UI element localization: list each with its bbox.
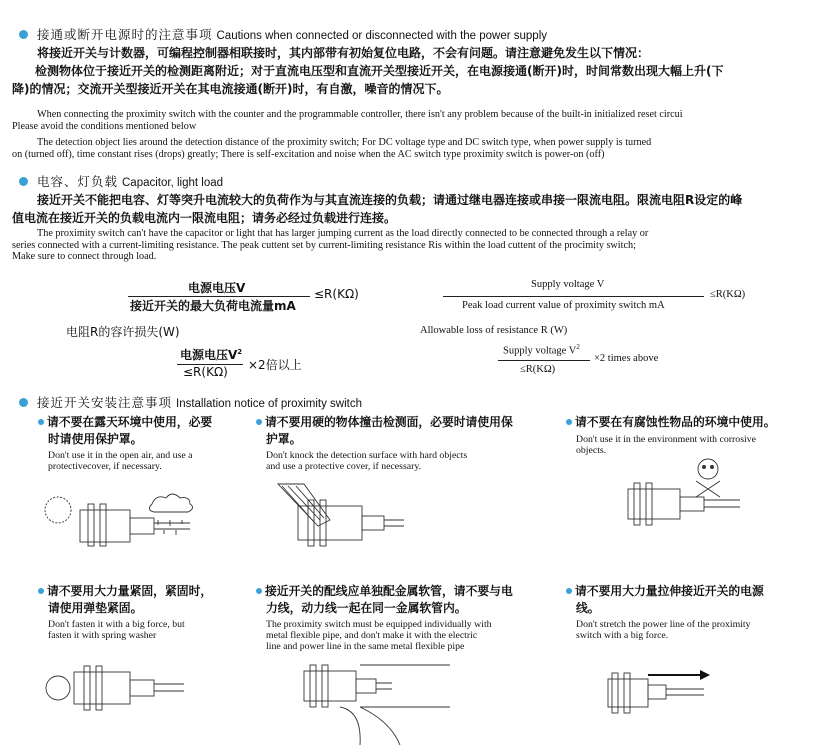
item-cn-line xyxy=(256,414,556,431)
en-paragraph xyxy=(12,109,817,160)
item-cn-line xyxy=(38,583,258,600)
formula-rhs: ≤R(KΩ) xyxy=(314,287,359,301)
item-en-line: protectivecover, if necessary. xyxy=(48,461,162,472)
formula-numerator xyxy=(503,343,580,357)
hammer-icon xyxy=(278,484,330,526)
item-cn-line: 请使用弹垫紧固。 xyxy=(48,601,143,615)
fasten-illustration xyxy=(44,664,214,724)
cn-line: 值电流在接近开关的负载电流内一限流电阻；请务必经过负载进行连接。 xyxy=(12,211,397,225)
proximity-sensor-icon xyxy=(304,665,392,707)
formula-denominator: ≤R(KΩ) xyxy=(183,365,228,379)
sun-icon xyxy=(45,497,71,523)
proximity-sensor-icon xyxy=(74,666,184,710)
arrow-right-icon xyxy=(648,670,710,680)
corrosive-illustration xyxy=(620,455,770,555)
item-en-line: Don't knock the detection surface with hard objects xyxy=(266,450,468,461)
section-title-en: Cautions when connected or disconnected with the power supply xyxy=(216,30,548,42)
install-item xyxy=(256,583,556,652)
en-line: When connecting the proximity switch with the counter and the programmable controller, there isn't any problem because of the built-in initialized reset circui xyxy=(37,109,683,120)
en-line: on (turned off), time constant rises (drops) greatly; There is self-excitation and noise when the AC switch type proximity switch is power-on (off) xyxy=(12,148,605,160)
item-en-line: objects. xyxy=(576,445,607,456)
en-line: The proximity switch can't have the capacitor or light that has larger jumping current as the load directly connected to be connected through a relay or xyxy=(37,228,649,239)
section-title-cn: 接近开关安装注意事项 xyxy=(37,395,173,410)
superscript: 2 xyxy=(237,348,243,356)
section-title-load xyxy=(37,172,223,190)
proximity-sensor-icon xyxy=(608,673,704,713)
section-bullet xyxy=(19,398,28,407)
formula-rhs: ≤R(KΩ) xyxy=(710,289,746,300)
item-en-line: and use a protective cover, if necessary. xyxy=(266,461,422,472)
cn-line: 接近开关不能把电容、灯等突升电流较大的负荷作为与其直流连接的负载；请通过继电器连接或串接一限流电阻。限流电阻R设定的峰 xyxy=(37,193,743,207)
section-title-en: Installation notice of proximity switch xyxy=(176,398,362,410)
en-line: The detection object lies around the detection distance of the proximity switch; For DC voltage type and DC switch type, when power supply is turned xyxy=(37,137,652,148)
item-en-line: fasten it with spring washer xyxy=(48,630,157,641)
en-paragraph xyxy=(12,228,648,263)
item-cn-text: 接近开关的配线应单独配金属软管，请不要与电 xyxy=(265,584,513,598)
item-cn-line xyxy=(256,583,556,600)
item-en-line: Don't stretch the power line of the proximity xyxy=(576,619,751,630)
item-cn-text: 请不要用硬的物体撞击检测面，必要时请使用保 xyxy=(265,415,513,429)
formula-rhs: ×2倍以上 xyxy=(248,358,302,372)
item-en-line: Don't use it in the environment with corrosive xyxy=(576,434,756,445)
item-cn-text: 请不要在露天环境中使用，必要 xyxy=(47,415,213,429)
item-cn-line xyxy=(38,414,258,431)
item-en-line: metal flexible pipe, and don't make it with the electric xyxy=(266,630,478,641)
sun-rain-sensor-illustration xyxy=(40,480,240,560)
item-cn-line: 护罩。 xyxy=(266,432,302,446)
item-en-line: Don't fasten it with a big force, but xyxy=(48,619,185,630)
section-title-power xyxy=(37,25,547,43)
cn-paragraph xyxy=(12,44,817,98)
metal-pipe-icon xyxy=(340,665,450,745)
pull-wire-illustration xyxy=(604,665,764,725)
item-cn-line: 力线，动力线一起在同一金属软管内。 xyxy=(266,601,467,615)
superscript: 2 xyxy=(576,343,580,351)
proximity-sensor-icon xyxy=(628,483,740,525)
item-cn-line: 线。 xyxy=(576,601,600,615)
section-bullet xyxy=(19,177,28,186)
loss-label-cn: 电阻R的容许损失(W) xyxy=(66,325,180,339)
section-bullet xyxy=(19,30,28,39)
item-cn-text: 请不要在有腐蚀性物品的环境中使用。 xyxy=(575,415,776,429)
cn-paragraph xyxy=(12,191,817,227)
en-line: Please avoid the conditions mentioned below xyxy=(12,120,197,132)
fraction-line xyxy=(443,296,704,297)
proximity-sensor-icon xyxy=(80,504,190,546)
section-title-en: Capacitor, light load xyxy=(122,177,224,189)
proximity-sensor-icon xyxy=(298,500,404,546)
install-item xyxy=(566,414,816,456)
formula-numerator: Supply voltage V xyxy=(531,279,605,290)
formula-numerator: 电源电压V xyxy=(188,281,246,295)
item-bullet xyxy=(256,419,262,425)
formula-numerator xyxy=(180,346,242,363)
formula-numerator-text: 电源电压V xyxy=(180,348,238,362)
section-title-cn: 接通或断开电源时的注意事项 xyxy=(37,27,213,42)
install-item xyxy=(566,583,816,641)
item-bullet xyxy=(38,588,44,594)
formula-denominator: Peak load current value of proximity switch mA xyxy=(462,300,665,311)
item-bullet xyxy=(566,588,572,594)
item-bullet xyxy=(566,419,572,425)
item-en-line: The proximity switch must be equipped individually with xyxy=(266,619,492,630)
install-item xyxy=(38,583,258,641)
flexible-pipe-illustration xyxy=(300,655,460,745)
item-en-line: line and power line in the same metal flexible pipe xyxy=(266,641,465,652)
install-item xyxy=(38,414,258,472)
hammer-knock-illustration xyxy=(268,478,408,558)
item-cn-text: 请不要用大力量紧固，紧固时， xyxy=(47,584,213,598)
item-en-line: Don't use it in the open air, and use a xyxy=(48,450,193,461)
cn-line: 检测物体位于接近开关的检测距离附近；对于直流电压型和直流开关型接近开关，在电源接通(断开)时，时间常数出现大幅上升(下 xyxy=(35,64,724,78)
item-bullet xyxy=(38,419,44,425)
spring-washer-icon xyxy=(46,676,70,700)
install-item xyxy=(256,414,556,472)
formula-denominator: ≤R(KΩ) xyxy=(520,364,556,375)
formula-rhs: ×2 times above xyxy=(594,353,659,364)
section-title-cn: 电容、灯负载 xyxy=(37,174,119,189)
item-cn-line xyxy=(566,583,816,600)
item-en-line: switch with a big force. xyxy=(576,630,669,641)
en-line: series connected with a current-limiting resistance. The peak cuttent set by current-limiting resistance Ris within the load cuttent of the procimity switch; xyxy=(12,239,636,251)
formula-numerator-text: Supply voltage V xyxy=(503,345,577,357)
item-bullet xyxy=(256,588,262,594)
item-cn-text: 请不要用大力量拉伸接近开关的电源 xyxy=(575,584,764,598)
cn-line: 将接近开关与计数器，可编程控制器相联接时，其内部带有初始复位电路，不会有问题。请注意避免发生以下情况： xyxy=(37,46,650,60)
loss-label-en: Allowable loss of resistance R (W) xyxy=(420,325,568,336)
item-cn-line: 时请使用保护罩。 xyxy=(48,432,143,446)
fraction-line xyxy=(498,360,590,361)
cn-line: 降)的情况；交流开关型接近开关在其电流接通(断开)时，有自激，噪音的情况下。 xyxy=(12,82,449,96)
en-line: Make sure to connect through load. xyxy=(12,251,157,262)
item-cn-line xyxy=(566,414,816,431)
formula-denominator: 接近开关的最大负荷电流量mA xyxy=(130,299,296,313)
skull-crossbones-icon xyxy=(696,459,720,497)
section-title-install xyxy=(37,393,362,411)
